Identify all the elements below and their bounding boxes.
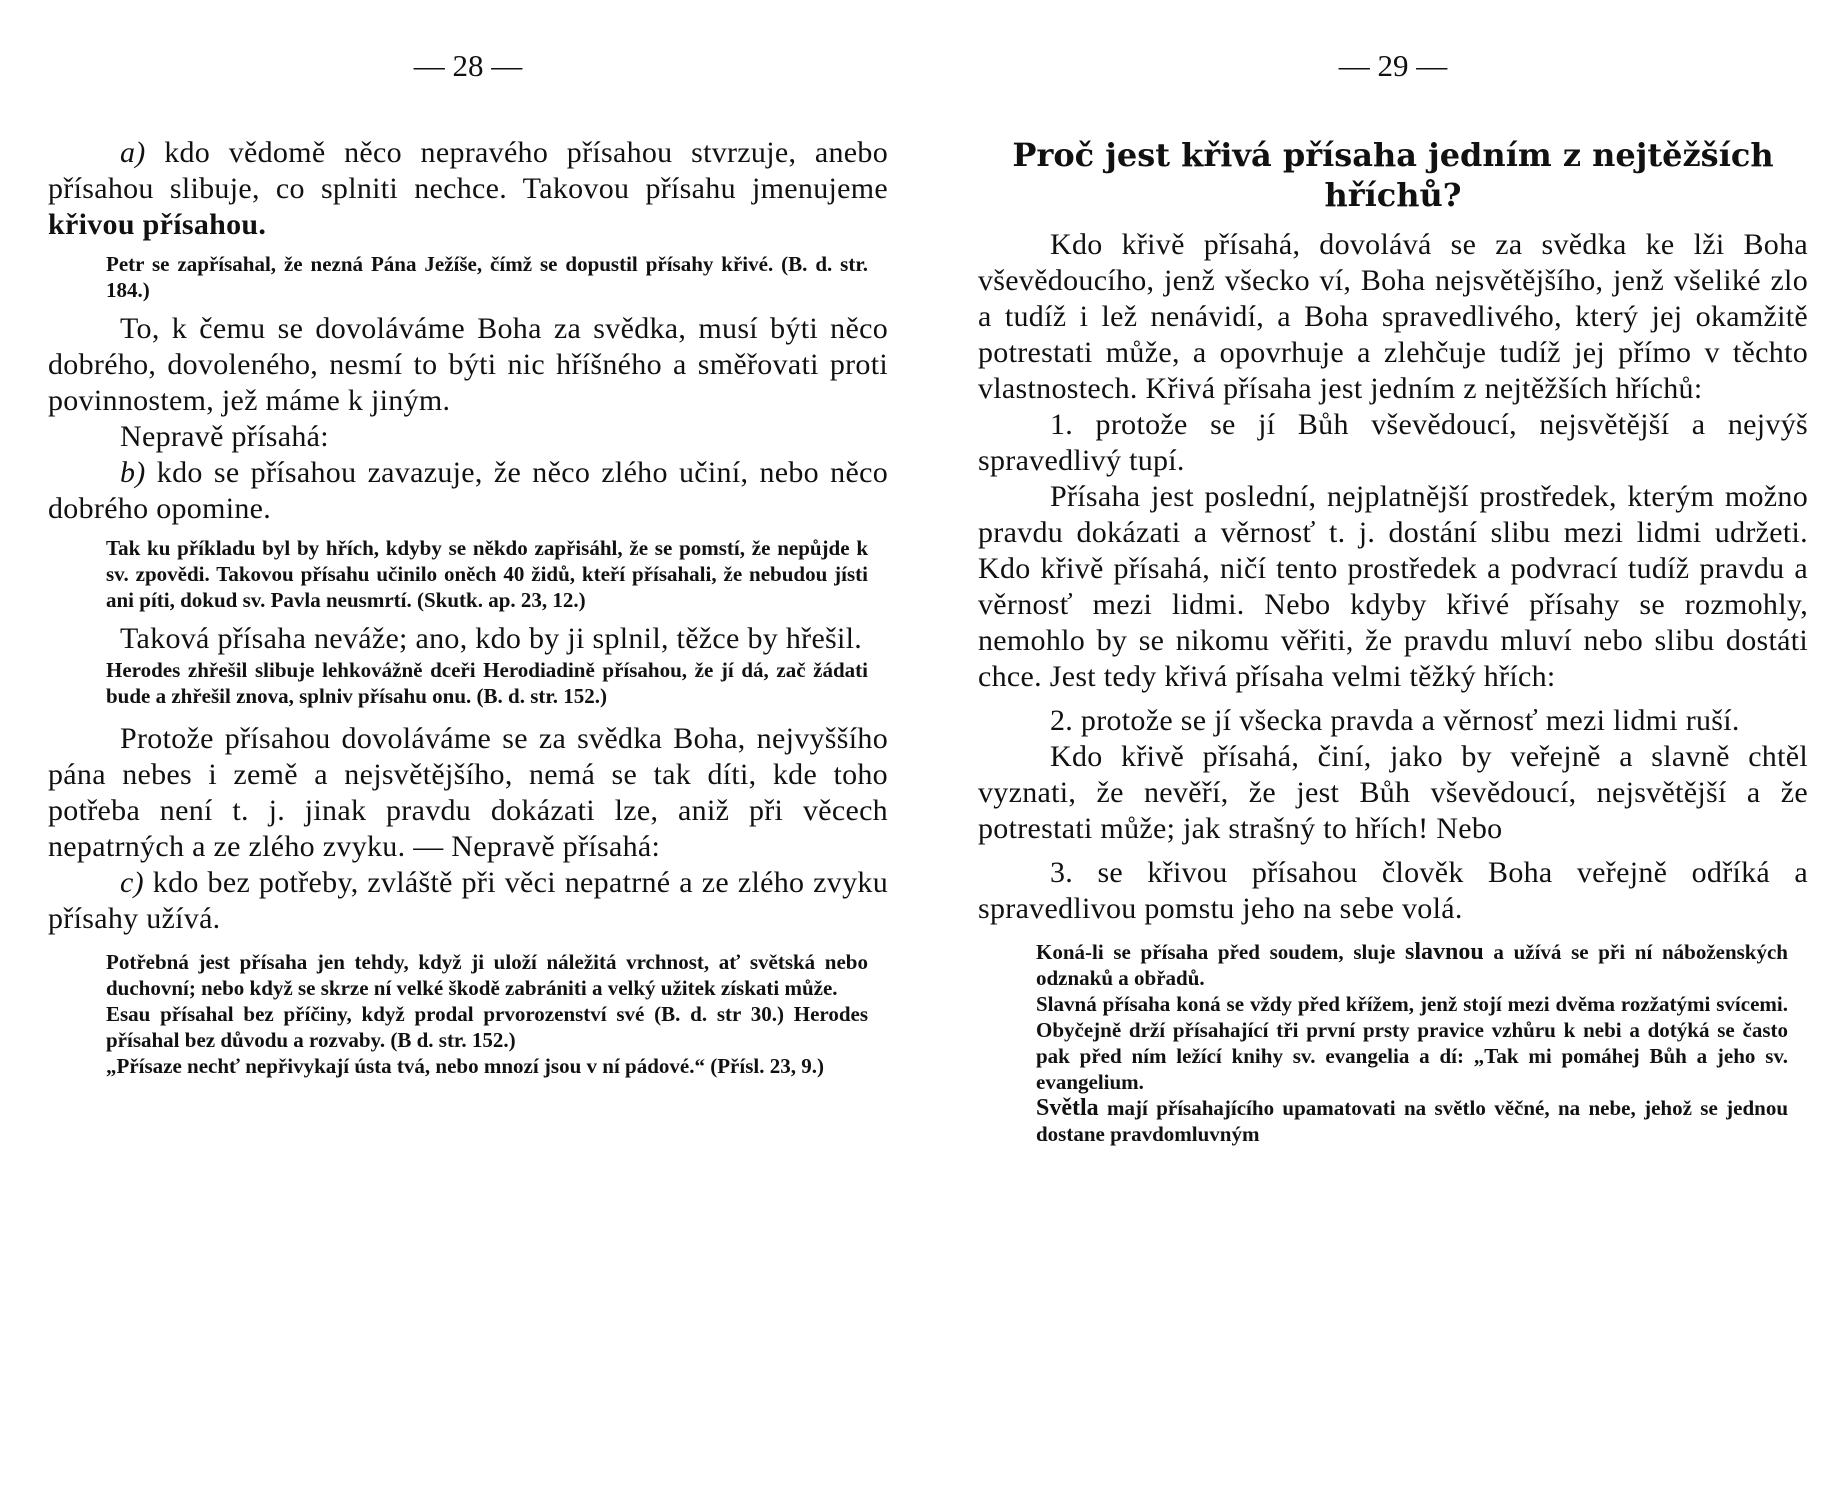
paragraph-b [48, 455, 888, 527]
note-text: mají přísahajícího upamatovati na světlo věčné, na nebe, jehož se jednou dostane pravdomluvným [1036, 1096, 1788, 1146]
item-label: c) [120, 866, 144, 899]
example-note: Petr se zapřísahal, že nezná Pána Ježíše, čímž se dopustil přísahy křivé. (B. d. str. 184.) [106, 252, 868, 302]
example-note [978, 939, 1808, 991]
list-item: 3. se křivou přísahou člověk Boha veřejně odříká a spravedlivou pomstu jeho na sebe volá. [978, 856, 1808, 925]
paragraph-c [48, 865, 888, 937]
page-number: — 28 — [413, 48, 523, 83]
paragraph: Kdo křivě přísahá, činí, jako by veřejně a slavně chtěl vyznati, že nevěří, že jest Bůh vševědoucí, nejsvětější a že potrestati může; jak strašný to hřích! Nebo [978, 740, 1808, 845]
emphasis-text: Světla [1036, 1095, 1099, 1121]
left-page [48, 0, 888, 1500]
right-page [978, 0, 1808, 1500]
example-note: Tak ku příkladu byl by hřích, kdyby se někdo zapřisáhl, že se pomstí, že nepůjde k sv. zpovědi. Takovou přísahu učinilo oněch 40 židů, kteří přísahali, že nebudou jísti ani píti, dokud sv. Pavla neusmrtí. (Skutk. ap. 23, 12.) [106, 536, 868, 612]
example-note: Slavná přísaha koná se vždy před křížem, jenž stojí mezi dvěma rozžatými svícemi. Obyčejně drží přísahající tři první prsty pravice vzhůru k nebi a dotýká se často pak před ním ležící knihy sv. evangelia a dí: „Tak mi pomáhej Bůh a jeho sv. evangelium. [1036, 992, 1788, 1094]
list-item: 2. protože se jí všecka pravda a věrnosť mezi lidmi ruší. [1050, 704, 1740, 737]
note-text: a užívá se při ní náboženských odznaků a obřadů. [1036, 940, 1788, 990]
emphasis-text: slavnou [1405, 939, 1484, 965]
emphasis-text: křivou přísahou. [48, 208, 267, 241]
paragraph: Taková přísaha neváže; ano, kdo by ji splnil, těžce by hřešil. [120, 622, 863, 655]
example-note: Herodes zhřešil slibuje lehkovážně dceři Herodiadině přísahou, že jí dá, zač žádati bude a zhřešil znova, splniv přísahu onu. (B. d. str. 152.) [106, 658, 868, 708]
paragraph-a [48, 135, 888, 243]
paragraph-text: kdo se přísahou zavazuje, že něco zlého učiní, nebo něco dobrého opomine. [48, 456, 888, 525]
page-number: — 29 — [1338, 48, 1448, 83]
left-page-content [48, 135, 888, 1079]
paragraph: Přísaha jest poslední, nejplatnější prostředek, kterým možno pravdu dokázati a věrnosť t. j. dostání slibu mezi lidmi udržeti. Kdo křivě přísahá, ničí tento prostředek a podvrací tudíž pravdu a věrnosť mezi lidmi. Nebo kdyby křivé přísahy se rozmohly, nemohlo by se nikomu věřiti, že pravdu mluví nebo slibu dostáti chce. Jest tedy křivá přísaha velmi těžký hřích: [978, 480, 1808, 693]
section-heading: Proč jest křivá přísaha jedním z nejtěžších hříchů? [1012, 136, 1774, 214]
paragraph-text: kdo vědomě něco nepravého přísahou stvrzuje, anebo přísahou slibuje, co splniti nechce. Takovou přísahu jmenujeme [48, 136, 888, 205]
paragraph: Nepravě přísahá: [120, 420, 329, 453]
example-note: Potřebná jest přísaha jen tehdy, když ji uloží náležitá vrchnost, ať světská nebo duchovní; nebo když se skrze ní velké škodě zabrániti a velký užitek získati může. [106, 950, 868, 1000]
paragraph-text: kdo bez potřeby, zvláště při věci nepatrné a ze zlého zvyku přísahy užívá. [48, 866, 888, 935]
paragraph: Kdo křivě přísahá, dovolává se za svědka ke lži Boha vševědoucího, jenž všecko ví, Boha nejsvětějšího, jenž všeliké zlo a tudíž i lež nenávidí, a Boha spravedlivého, který jej okamžitě potrestati může, a opovrhuje a zlehčuje tudíž jej přímo v těchto vlastnostech. Křivá přísaha jest jedním z nejtěžších hříchů: [978, 228, 1808, 405]
paragraph: To, k čemu se dovoláváme Boha za svědka, musí býti něco dobrého, dovoleného, nesmí to býti nic hříšného a směřovati proti povinnostem, jež máme k jiným. [48, 312, 888, 417]
example-note: „Přísaze nechť nepřivykají ústa tvá, nebo mnozí jsou v ní pádové.“ (Přísl. 23, 9.) [106, 1054, 824, 1078]
example-note: Esau přísahal bez příčiny, když prodal prvorozenství své (B. d. str 30.) Herodes přísahal bez důvodu a rozvaby. (B d. str. 152.) [106, 1002, 868, 1052]
paragraph: Protože přísahou dovoláváme se za svědka Boha, nejvyššího pána nebes i země a nejsvětějšího, nemá se tak díti, kde toho potřeba není t. j. jinak pravdu dokázati lze, aniž při věcech nepatrných a ze zlého zvyku. — Nepravě přísahá: [48, 722, 888, 863]
list-item: 1. protože se jí Bůh vševědoucí, nejsvětější a nejvýš spravedlivý tupí. [978, 408, 1808, 477]
example-note [978, 1095, 1808, 1147]
item-label: a) [120, 136, 146, 169]
right-page-content [978, 135, 1808, 1147]
note-text: Koná-li se přísaha před soudem, sluje [1036, 940, 1406, 964]
item-label: b) [120, 456, 146, 489]
